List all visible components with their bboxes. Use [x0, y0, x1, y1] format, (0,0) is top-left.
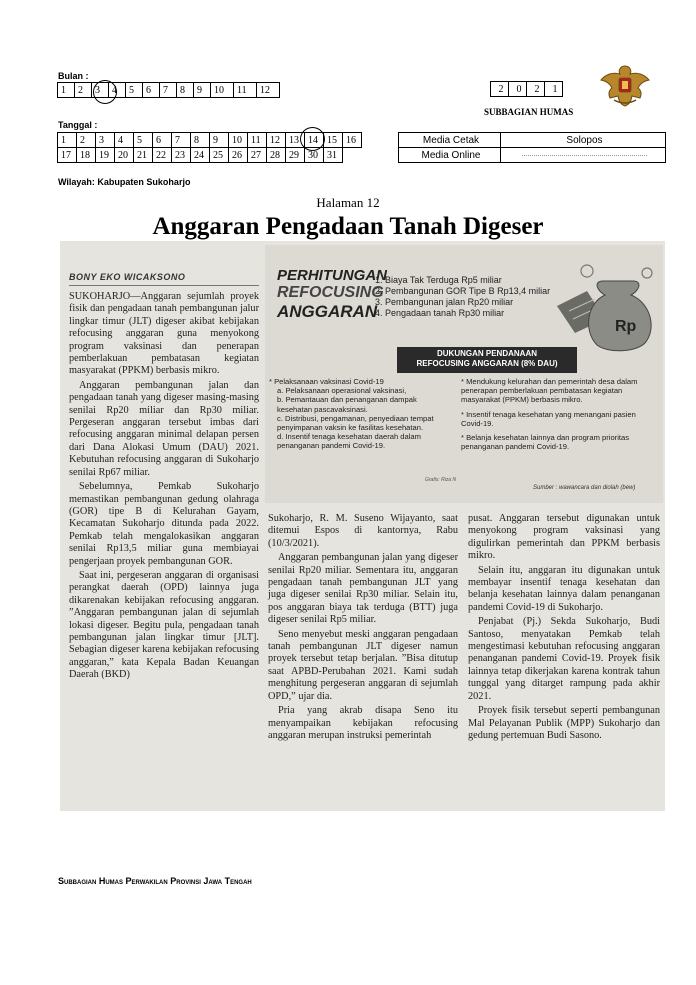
- year-digit-cell: 2: [527, 82, 545, 97]
- year-digit-cell: 2: [491, 82, 509, 97]
- day-cell: 4: [115, 133, 134, 148]
- col1-para: Anggaran pembangunan jalan dan pengadaan tanah yang digeser masing-masing senilai Rp20 miliar dan Rp30 miliar. Pergeseran anggaran tersebut imbas dari refocusing anggaran minimal delapan persen dari Dana Alokasi Umum (DAU) 2021. Kebutuhan refocusing anggaran di Sukoharjo senilai Rp67 miliar.: [69, 379, 259, 478]
- infographic-item: 3. Pembangunan jalan Rp20 miliar: [375, 297, 514, 307]
- selected-month-circle: [93, 80, 117, 104]
- media-online-label: Media Online: [399, 148, 501, 163]
- garuda-emblem-icon: [598, 62, 652, 108]
- day-cell: 29: [286, 148, 305, 163]
- month-grid: [57, 82, 280, 98]
- tanggal-label: Tanggal :: [58, 120, 98, 130]
- day-cell: 21: [134, 148, 153, 163]
- day-cell: 7: [172, 133, 191, 148]
- day-cell: 12: [267, 133, 286, 148]
- day-cell: 30: [305, 148, 324, 163]
- article-col-2: [268, 513, 458, 744]
- page-number: Halaman 12: [316, 195, 380, 210]
- left-bullet: c. Distribusi, pengamanan, penyediaan tempat penyimpanan vaksin ke fasilitas kesehatan.: [277, 413, 434, 433]
- infographic: [265, 245, 663, 503]
- infographic-title-1: PERHITUNGAN: [277, 267, 388, 284]
- year-digit-cell: 1: [545, 82, 563, 97]
- day-cell: 17: [58, 148, 77, 163]
- col3-para: Penjabat (Pj.) Sekda Sukoharjo, Budi Santoso, menyatakan Pemkab telah mengestimasi kebutuhan refocusing anggaran penanganan pandemi Covid-19. Proyek fisik lainnya tetap dikerjakan karena kontrak tahun tunggal yang ditarget rampung pada akhir 2021.: [468, 616, 660, 702]
- month-cell: 10: [211, 83, 234, 98]
- day-cell: 24: [191, 148, 210, 163]
- media-table: [398, 132, 666, 163]
- day-cell: 31: [324, 148, 343, 163]
- newspaper-clipping: [60, 241, 665, 811]
- day-cell: 14: [305, 133, 324, 148]
- headline: Anggaran Pengadaan Tanah Digeser: [152, 213, 544, 240]
- media-online-row: [399, 148, 666, 163]
- month-cell: 11: [234, 83, 257, 98]
- right-bullets: [461, 377, 659, 451]
- day-cell: 20: [115, 148, 134, 163]
- day-cell: 5: [134, 133, 153, 148]
- infographic-item: 2. Pembangunan GOR Tipe B Rp13,4 miliar: [375, 286, 551, 296]
- month-cell: 2: [75, 83, 92, 98]
- media-cetak-row: [399, 133, 666, 148]
- month-cell: 1: [58, 83, 75, 98]
- money-bag-icon: [547, 251, 659, 359]
- media-online-value: ………………………………………………………: [501, 148, 666, 163]
- money-bag-text: Rp: [615, 318, 637, 335]
- left-bullet: b. Pemantauan dan penanganan dampak kesehatan pascavaksinasi.: [277, 395, 417, 414]
- day-cell: 15: [324, 133, 343, 148]
- wilayah-label: Wilayah: Kabupaten Sukoharjo: [58, 177, 191, 187]
- graphic-credit: Grafis: Riza N: [425, 477, 457, 483]
- day-cell: 22: [153, 148, 172, 163]
- day-cell: 8: [191, 133, 210, 148]
- day-cell: 28: [267, 148, 286, 163]
- funding-banner: [397, 347, 577, 373]
- day-cell: 18: [77, 148, 96, 163]
- day-cell: 23: [172, 148, 191, 163]
- banner-line: REFOCUSING ANGGARAN (8% DAU): [416, 359, 558, 368]
- month-cell: 3: [92, 83, 109, 98]
- month-cell: 6: [143, 83, 160, 98]
- month-cell: 7: [160, 83, 177, 98]
- month-cell: 8: [177, 83, 194, 98]
- left-bullet: d. Insentif tenaga kesehatan daerah dalam penanganan pandemi Covid-19.: [277, 432, 421, 451]
- day-cell: 26: [229, 148, 248, 163]
- col2-para: Seno menyebut meski anggaran pengadaan tanah pembangunan JLT digeser namun proyek tersebut tetap berjalan. ”Bisa ditutup saat APBD-Perubahan 2021. Kami sudah menghitung pergeseran anggaran di sejumlah OPD,” ujar dia.: [268, 628, 458, 702]
- media-cetak-label: Media Cetak: [399, 133, 501, 148]
- article-col-3: [468, 513, 660, 744]
- infographic-source: Sumber : wawancara dan diolah (bew): [533, 485, 636, 491]
- col2-para: Anggaran pembangunan jalan yang digeser senilai Rp20 miliar. Sementara itu, anggaran pengadaan tanah pembangunan JLT yang juga digeser senilai Rp30 miliar. Selain itu, pos anggaran biaya tak terduga (BTT) juga digeser senilai Rp5 miliar.: [268, 552, 458, 626]
- org-name: SUBBAGIAN HUMAS: [484, 107, 574, 117]
- month-cell: 12: [257, 83, 280, 98]
- right-bullet: * Insentif tenaga kesehatan yang menangani pasien Covid-19.: [461, 409, 636, 428]
- day-cell: 2: [77, 133, 96, 148]
- col1-para: SUKOHARJO—Anggaran sejumlah proyek fisik dan pengadaan tanah pembangunan jalur lingkar timur (JLT) digeser akibat kebijakan refocusing anggaran guna menyokong program vaksinasi dan penerapan pemberlakuan pembatasan kegiatan masyarakat (PPKM) berbasis mikro.: [69, 291, 259, 377]
- byline-rule: [69, 285, 259, 286]
- day-cell: 3: [96, 133, 115, 148]
- day-cell: 16: [343, 133, 362, 148]
- year-digit-cell: 0: [509, 82, 527, 97]
- infographic-title-3: ANGGARAN: [277, 302, 378, 321]
- right-bullet: * Belanja kesehatan lainnya dan program prioritas penanganan pandemi Covid-19.: [461, 433, 630, 452]
- col2-para: Sukoharjo, R. M. Suseno Wijayanto, saat ditemui Espos di kantornya, Rabu (10/3/2021).: [268, 513, 458, 549]
- day-cell: 27: [248, 148, 267, 163]
- day-cell: 11: [248, 133, 267, 148]
- col3-para: Selain itu, anggaran itu digunakan untuk membayar insentif tenaga kesehatan dan belanja kesehatan lainnya dalam penanganan pandemi Covid-19 di Sukoharjo.: [468, 564, 660, 613]
- infographic-item: 1. Biaya Tak Terduga Rp5 miliar: [375, 275, 502, 285]
- day-cell: 10: [229, 133, 248, 148]
- day-cell: 25: [210, 148, 229, 163]
- col3-para: pusat. Anggaran tersebut digunakan untuk menyokong program vaksinasi yang digulirkan pemerintah dan PPKM berbasis mikro.: [468, 513, 660, 562]
- day-cell: 13: [286, 133, 305, 148]
- left-bullets: [269, 377, 449, 451]
- col3-para: Proyek fisik tersebut seperti pembangunan Mal Pelayanan Publik (MPP) Sukoharjo dan gedung pertemuan Budi Sasono.: [468, 705, 660, 741]
- month-cell: 5: [126, 83, 143, 98]
- bulan-label: Bulan :: [58, 71, 89, 81]
- month-cell: 4: [109, 83, 126, 98]
- col1-para: Sebelumnya, Pemkab Sukoharjo memastikan pembangunan gedung olahraga (GOR) tipe B di Kelurahan Gayam, Kecamatan Sukoharjo ditunda pada 2022. Pemkab telah mengalokasikan anggaran senilai Rp13,5 miliar guna membiayai pengerjaan proyek pembangunan GOR.: [69, 481, 259, 567]
- day-cell: 6: [153, 133, 172, 148]
- infographic-title-2: REFOCUSING: [277, 284, 384, 301]
- day-cell: 1: [58, 133, 77, 148]
- right-bullet: * Mendukung kelurahan dan pemerintah desa dalam penerapan pemberlakuan pembatasan kegiatan masyarakat (PPKM) berbasis mikro.: [461, 377, 638, 405]
- left-bullet: * Pelaksanaan vaksinasi Covid-19: [269, 377, 384, 386]
- footer: Subbagian Humas Perwakilan Provinsi Jawa Tengah: [58, 876, 252, 886]
- month-cell: 9: [194, 83, 211, 98]
- selected-day-circle: [300, 127, 325, 151]
- col2-para: Pria yang akrab disapa Seno itu menyampaikan kebijakan refocusing anggaran merupan instruksi pemerintah: [268, 705, 458, 741]
- day-cell: 9: [210, 133, 229, 148]
- day-cell: 19: [96, 148, 115, 163]
- article-col-1: [69, 291, 259, 684]
- left-bullet: a. Pelaksanaan operasional vaksinasi,: [277, 386, 407, 396]
- infographic-item: 4. Pengadaan tanah Rp30 miliar: [375, 308, 505, 318]
- year-box: [490, 81, 563, 97]
- col1-para: Saat ini, pergeseran anggaran di organisasi perangkat daerah (OPD) lainnya juga dikarenakan kebijakan refocusing anggaran. ”Anggaran pembangunan jalan di sejumlah lokasi digeser. Begitu pula, pengadaan tanah pembangunan jalan lingkar timur [JLT]. Sebagian digeser karena kebijakan refocusing anggaran,” kata Kepala Badan Keuangan Daerah (BKD): [69, 569, 259, 681]
- byline: BONY EKO WICAKSONO: [69, 272, 186, 282]
- banner-line: DUKUNGAN PENDANAAN: [437, 349, 537, 358]
- media-cetak-value: Solopos: [501, 133, 666, 148]
